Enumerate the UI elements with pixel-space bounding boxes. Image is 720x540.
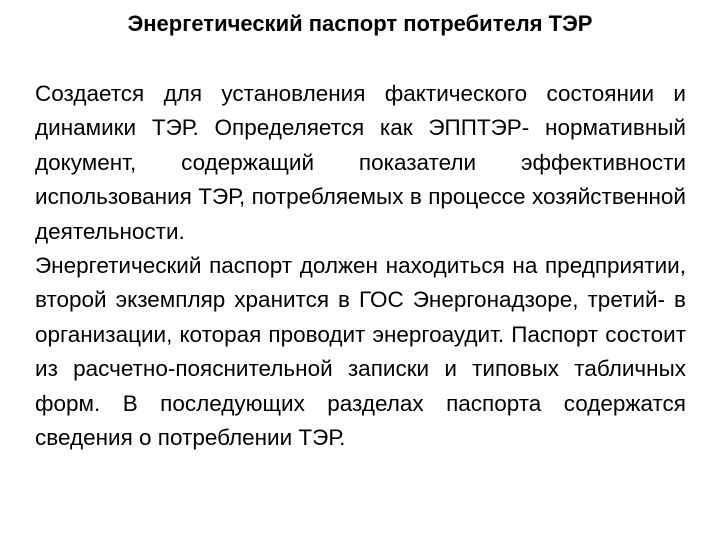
slide-title: Энергетический паспорт потребителя ТЭР	[127, 11, 593, 36]
paragraph-definition: Создается для установления фактического состоянии и динамики ТЭР. Определяется как ЭППТЭР- нормативный документ, содержащий показатели эффективности использования ТЭР, потребляемых в процессе хозяйственной деятельности.	[35, 81, 686, 244]
slide-body	[35, 77, 686, 455]
paragraph-storage: Энергетический паспорт должен находиться на предприятии, второй экземпляр хранится в ГОС Энергонадзоре, третий- в организации, которая проводит энергоаудит. Паспорт состоит из расчетно-пояснительной записки и типовых табличных форм. В последующих разделах паспорта содержатся сведения о потреблении ТЭР.	[35, 253, 686, 451]
